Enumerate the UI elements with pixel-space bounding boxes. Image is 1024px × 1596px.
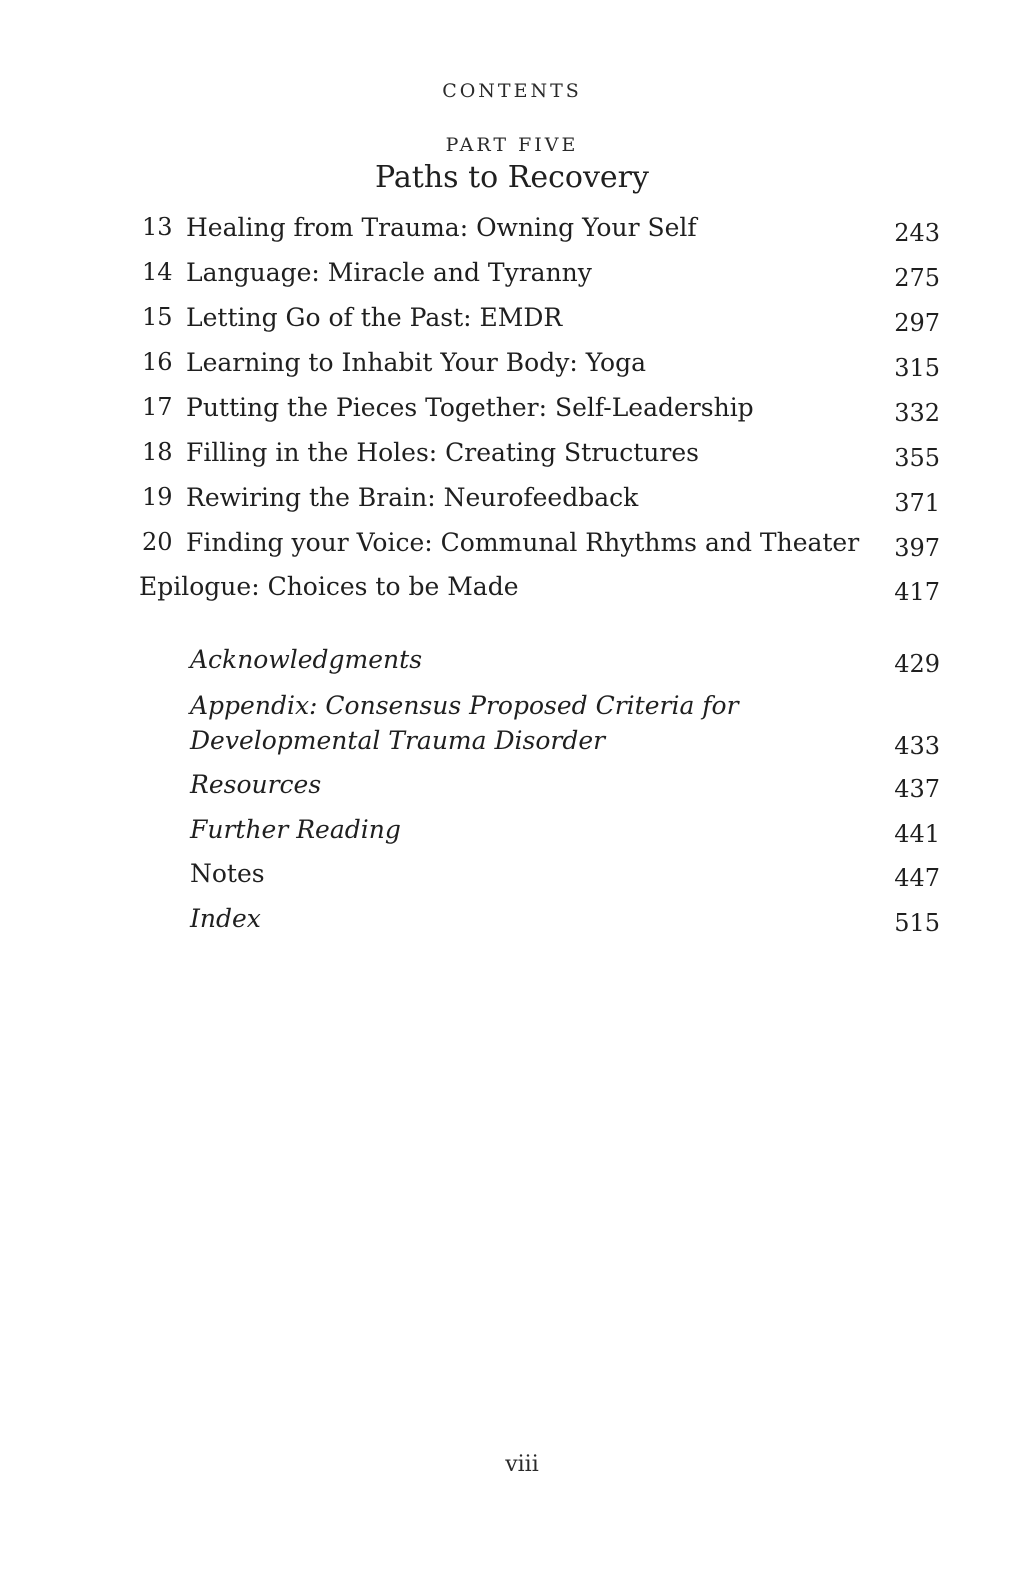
running-head: CONTENTS xyxy=(442,80,582,102)
toc-entry-index[interactable] xyxy=(0,901,1024,941)
toc-entry-chapter-16[interactable] xyxy=(0,348,1024,388)
chapter-number: 14 xyxy=(142,258,173,286)
toc-entry-chapter-15[interactable] xyxy=(0,303,1024,343)
part-label: PART FIVE xyxy=(445,134,579,156)
part-title: Paths to Recovery xyxy=(375,160,649,195)
chapter-number: 13 xyxy=(142,213,173,241)
epilogue-page-number: 417 xyxy=(894,578,940,606)
chapter-number: 19 xyxy=(142,483,173,511)
back-matter-page-number: 441 xyxy=(894,820,940,848)
back-matter-page-number: 447 xyxy=(894,864,940,892)
chapter-title: Rewiring the Brain: Neurofeedback xyxy=(186,483,639,512)
chapter-number: 20 xyxy=(142,528,173,556)
chapter-page-number: 315 xyxy=(894,354,940,382)
back-matter-title: Notes xyxy=(190,859,265,888)
chapter-page-number: 371 xyxy=(894,489,940,517)
page-folio: viii xyxy=(505,1452,539,1477)
chapter-number: 16 xyxy=(142,348,173,376)
toc-entry-chapter-14[interactable] xyxy=(0,258,1024,298)
chapter-title: Learning to Inhabit Your Body: Yoga xyxy=(186,348,647,377)
toc-entry-further-reading[interactable] xyxy=(0,812,1024,852)
chapter-title: Letting Go of the Past: EMDR xyxy=(186,303,563,332)
toc-entry-chapter-13[interactable] xyxy=(0,213,1024,253)
chapter-page-number: 332 xyxy=(894,399,940,427)
chapter-page-number: 355 xyxy=(894,444,940,472)
chapter-number: 18 xyxy=(142,438,173,466)
back-matter-title: Index xyxy=(190,904,261,933)
toc-entry-chapter-17[interactable] xyxy=(0,393,1024,433)
chapter-number: 15 xyxy=(142,303,173,331)
back-matter-page-number: 515 xyxy=(894,909,940,937)
toc-entry-epilogue[interactable] xyxy=(0,572,1024,612)
back-matter-title: Appendix: Consensus Proposed Criteria for xyxy=(190,691,739,720)
back-matter-title: Resources xyxy=(190,770,322,799)
epilogue-title: Epilogue: Choices to be Made xyxy=(139,572,519,601)
toc-entry-resources[interactable] xyxy=(0,767,1024,807)
chapter-title: Finding your Voice: Communal Rhythms and Theater xyxy=(186,528,860,557)
chapter-title: Healing from Trauma: Owning Your Self xyxy=(186,213,697,242)
toc-entry-appendix[interactable] xyxy=(0,688,1024,768)
toc-entry-notes[interactable] xyxy=(0,856,1024,896)
chapter-page-number: 297 xyxy=(894,309,940,337)
toc-entry-chapter-19[interactable] xyxy=(0,483,1024,523)
chapter-title: Language: Miracle and Tyranny xyxy=(186,258,592,287)
back-matter-title: Acknowledgments xyxy=(190,645,423,674)
chapter-number: 17 xyxy=(142,393,173,421)
toc-entry-chapter-18[interactable] xyxy=(0,438,1024,478)
back-matter-page-number: 433 xyxy=(894,732,940,760)
chapter-page-number: 243 xyxy=(894,219,940,247)
back-matter-page-number: 437 xyxy=(894,775,940,803)
chapter-page-number: 275 xyxy=(894,264,940,292)
back-matter-title: Further Reading xyxy=(190,815,401,844)
toc-entry-acknowledgments[interactable] xyxy=(0,642,1024,682)
back-matter-title-continued: Developmental Trauma Disorder xyxy=(190,726,606,755)
chapter-page-number: 397 xyxy=(894,534,940,562)
chapter-title: Filling in the Holes: Creating Structures xyxy=(186,438,699,467)
toc-entry-chapter-20[interactable] xyxy=(0,528,1024,568)
back-matter-page-number: 429 xyxy=(894,650,940,678)
chapter-title: Putting the Pieces Together: Self-Leadership xyxy=(186,393,754,422)
